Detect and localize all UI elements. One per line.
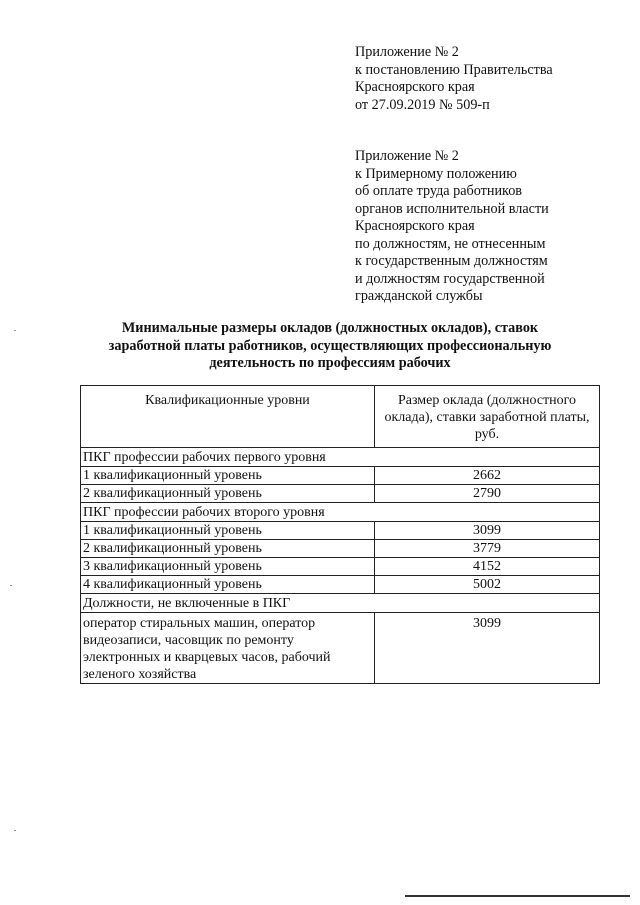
level-cell: 1 квалификационный уровень [81,522,375,540]
salary-cell: 3099 [375,522,600,540]
appendix-line: к государственным должностям [355,253,548,269]
group-row [81,503,600,522]
table-header-row [81,386,600,448]
level-line: электронных и кварцевых часов, рабочий [83,650,331,665]
appendix-line: Красноярского края [355,79,475,95]
table-row [81,558,600,576]
appendix-line: Красноярского края [355,218,475,234]
title-line: деятельность по профессиям рабочих [209,355,451,371]
level-cell-multiline [81,613,375,684]
salary-cell: 5002 [375,576,600,594]
appendix-line: Приложение № 2 [355,44,459,60]
level-line: зеленого хозяйства [83,667,197,682]
document-title [60,320,600,373]
header-qualification-levels: Квалификационные уровни [81,386,375,448]
group-title-first-level: ПКГ профессии рабочих первого уровня [81,448,600,467]
table-row [81,467,600,485]
group-title-not-included: Должности, не включенные в ПКГ [81,594,600,613]
table-row [81,576,600,594]
table-row [81,522,600,540]
appendix-line: к постановлению Правительства [355,61,553,78]
table-row [81,540,600,558]
group-title-second-level: ПКГ профессии рабочих второго уровня [81,503,600,522]
salary-table [80,385,600,684]
salary-cell: 2790 [375,485,600,503]
appendix-header-sub [355,148,625,306]
group-row [81,448,600,467]
appendix-line: по должностям, не отнесенным [355,235,546,252]
appendix-line: к Примерному положению [355,165,517,182]
level-cell: 3 квалификационный уровень [81,558,375,576]
table-row [81,485,600,503]
scan-speck [10,585,12,586]
level-line: оператор стиральных машин, оператор [83,616,316,631]
level-cell: 4 квалификационный уровень [81,576,375,594]
appendix-header-top [355,44,625,114]
header-salary-size: Размер оклада (должностного оклада), ставки заработной платы, руб. [375,386,600,448]
appendix-line: гражданской службы [355,288,483,304]
appendix-line: Приложение № 2 [355,148,459,164]
level-cell: 2 квалификационный уровень [81,485,375,503]
appendix-line: органов исполнительной власти [355,200,549,217]
appendix-line: от 27.09.2019 № 509-п [355,96,490,113]
table-row [81,613,600,684]
footer-rule [405,895,630,897]
level-cell: 1 квалификационный уровень [81,467,375,485]
group-row [81,594,600,613]
appendix-line: и должностям государственной [355,270,545,287]
salary-cell: 4152 [375,558,600,576]
salary-cell: 2662 [375,467,600,485]
salary-cell: 3779 [375,540,600,558]
scan-speck [14,830,16,831]
appendix-line: об оплате труда работников [355,183,523,199]
title-line: заработной платы работников, осуществляющих профессиональную [108,337,552,354]
title-line: Минимальные размеры окладов (должностных окладов), ставок [121,320,539,336]
salary-cell: 3099 [375,613,600,684]
scan-speck [14,330,16,331]
level-line: видеозаписи, часовщик по ремонту [83,633,294,648]
level-cell: 2 квалификационный уровень [81,540,375,558]
